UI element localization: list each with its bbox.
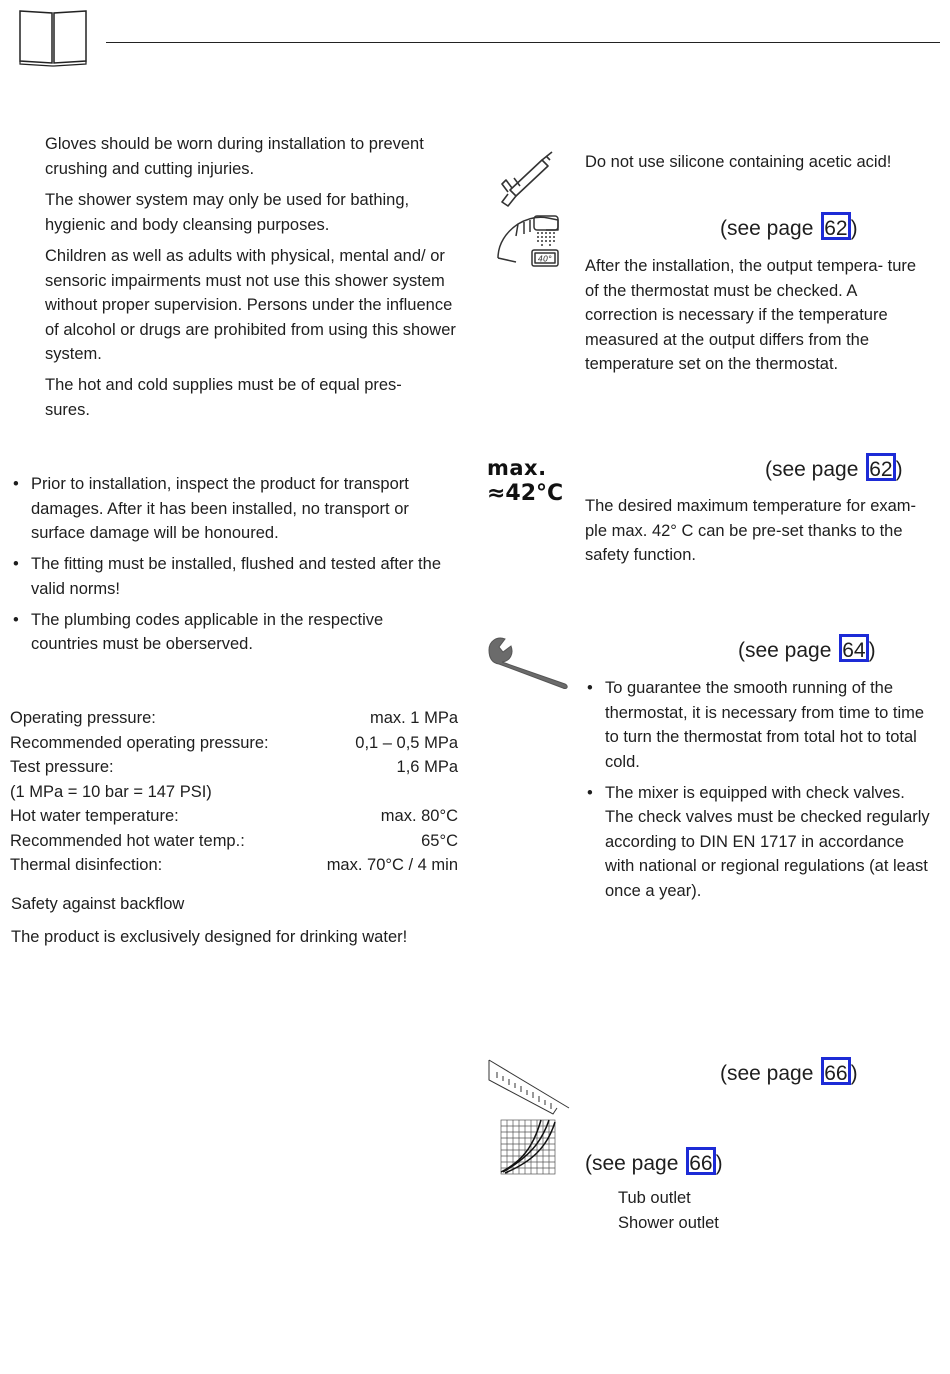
spec-value: 0,1 – 0,5 MPa [355,733,458,752]
page-link-66[interactable]: 66 [821,1057,850,1085]
book-icon [18,9,88,67]
spec-value: max. 80°C [380,807,458,825]
safety-note-usage: The shower system may only be used for bathing, hygienic and body cleansing purposes. [45,191,410,234]
list-item: • The mixer is equipped with check valves. The check valves must be checked regularly according to DIN EN 1717 in accordance with national or regional regulations (at least once a year). [585,781,935,904]
thermometer-display: 40° [537,254,553,264]
technical-data-table [10,706,458,878]
see-page-label: (see page [738,639,838,662]
see-page-close: ) [895,458,903,481]
maintenance-notes [585,676,935,910]
spec-value [307,780,458,805]
silicone-note: Do not use silicone containing acetic acid! [585,153,892,171]
max-temperature-logo [487,456,563,508]
silicone-gun-icon [496,150,558,208]
spec-label: Recommended operating pressure: [10,733,269,752]
safety-function-text: The desired maximum temperature for exam- ple max. 42° C can be pre-set thanks to the safety function. [585,497,917,564]
list-item: • Prior to installation, inspect the product for transport damages. After it has been installed, no transport or surface damage will be honoured. [11,472,451,546]
see-page-label: (see page [765,458,865,481]
see-page-adjustment [720,212,858,243]
shower-outlet-label: Shower outlet [618,1214,719,1232]
spec-label: Operating pressure: [10,709,156,727]
see-page-label: (see page [720,1062,820,1085]
see-page-flow-2 [585,1147,723,1178]
see-page-maintenance [738,634,876,665]
table-row [10,829,458,854]
list-item: • The fitting must be installed, flushed and tested after the valid norms! [11,552,451,601]
see-page-label: (see page [720,217,820,240]
wrench-icon [487,636,571,690]
table-row [10,731,458,756]
list-item: • The plumbing codes applicable in the respective countries must be oberserved. [11,608,451,657]
see-page-close: ) [850,1062,858,1085]
page-link-64[interactable]: 64 [839,634,868,662]
safety-note-supervision: Children as well as adults with physical, mental and/ or sensoric impairments must not use this shower system without proper supervision. Persons under the influence of alcohol or drugs are prohibited from using this shower system. [45,247,456,363]
list-item: • To guarantee the smooth running of the thermostat, it is necessary from time to time to turn the thermostat from total hot to total cold. [585,676,935,774]
table-row [10,755,458,780]
adjustment-text: After the installation, the output tempera- ture of the thermostat must be checked. A correction is necessary if the temperature measured at the output differs from the temperature set on the thermostat. [585,257,917,373]
see-page-safety-function [765,453,903,484]
hand-thermometer-icon [494,210,562,270]
spec-value: 65°C [421,831,458,850]
page-link-62[interactable]: 62 [821,212,850,240]
drinking-water-note: The product is exclusively designed for drinking water! [11,928,408,946]
spec-label: Recommended hot water temp.: [10,831,245,850]
spec-label: Test pressure: [10,758,114,776]
max-label: max. [487,456,547,480]
header-rule [106,42,940,43]
spec-value: max. 70°C / 4 min [326,856,458,874]
table-row [10,853,458,878]
safety-note-gloves: Gloves should be worn during installation to prevent crushing and cutting injuries. [45,135,424,178]
see-page-close: ) [868,639,876,662]
backflow-note: Safety against backflow [11,895,185,913]
spec-label: Hot water temperature: [10,807,179,825]
spec-label: Thermal disinfection: [10,856,163,874]
see-page-flow-1 [720,1057,858,1088]
table-row [10,804,458,829]
see-page-label: (see page [585,1152,685,1175]
flow-diagram-icon [487,1058,571,1178]
see-page-close: ) [715,1152,723,1175]
spec-value: 1,6 MPa [396,758,458,776]
table-row [10,780,458,805]
page-link-66[interactable]: 66 [686,1147,715,1175]
max-temperature-value: ≈42°C [487,481,564,506]
installation-notes [11,472,451,663]
page-link-62[interactable]: 62 [866,453,895,481]
safety-note-pressure: The hot and cold supplies must be of equal pres- sures. [45,376,402,419]
tub-outlet-label: Tub outlet [618,1189,691,1207]
spec-label: (1 MPa = 10 bar = 147 PSI) [10,782,212,801]
see-page-close: ) [850,217,858,240]
table-row [10,706,458,731]
spec-value: max. 1 MPa [369,709,458,727]
